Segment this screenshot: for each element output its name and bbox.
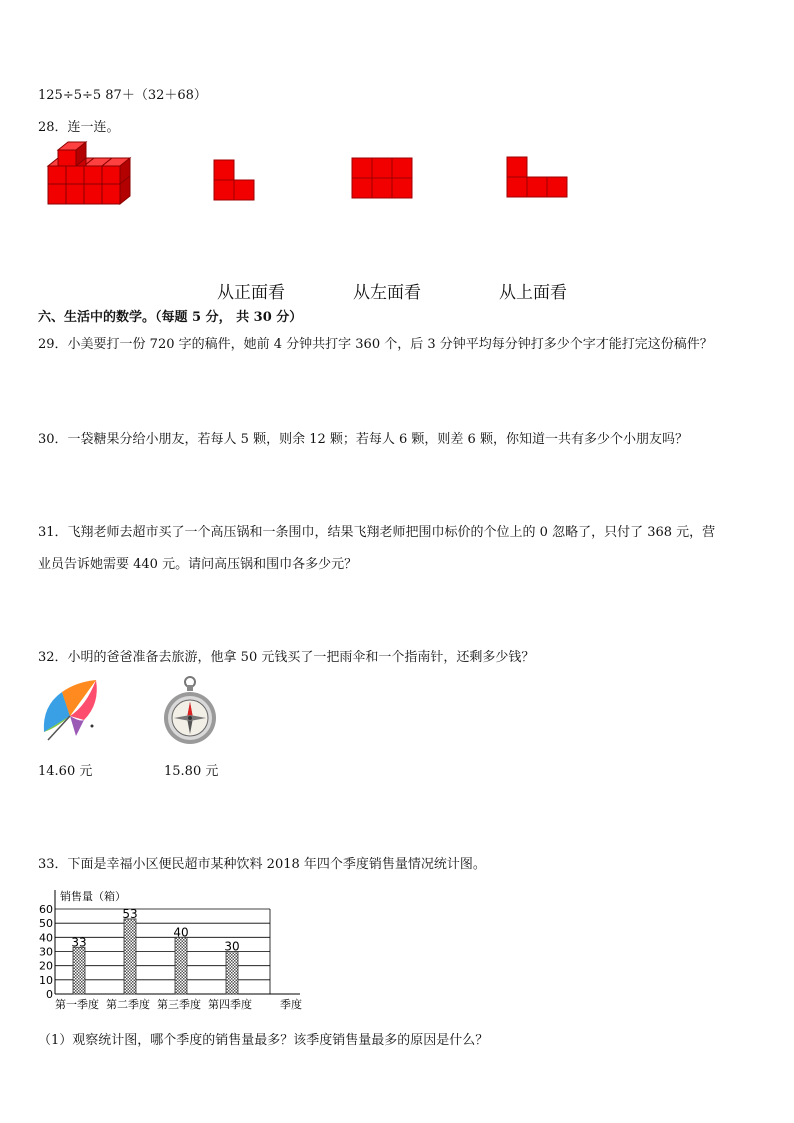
umbrella-price: 14.60 元 [38,764,93,779]
compass-icon [162,674,218,746]
q32-text: 32．小明的爸爸准备去旅游，他拿 50 元钱买了一把雨伞和一个指南针，还剩多少钱？ [38,650,535,665]
view-label-top: 从上面看 [499,283,567,303]
compass-price: 15.80 元 [164,764,219,779]
chart-ytick-label: 40 [39,931,53,945]
q30-text: 30．一袋糖果分给小朋友，若每人 5 颗，则余 12 颗；若每人 6 颗，则差 6 颗，你知道一共有多少个小朋友吗？ [38,432,688,447]
view-label-front: 从正面看 [217,283,285,303]
chart-ytick-label: 0 [46,988,53,1001]
chart-xlabel: 季度 [280,998,302,1011]
q33-text: 33．下面是幸福小区便民超市某种饮料 2018 年四个季度销售量情况统计图。 [38,857,486,872]
q28-shapes [40,140,600,212]
q33-sub1: （1）观察统计图，哪个季度的销售量最多？该季度销售量最多的原因是什么？ [38,1033,489,1048]
sales-bar-chart [30,882,320,1014]
view-shape-2 [352,158,412,198]
cube-stack [48,142,130,204]
chart-ytick-label: 20 [39,959,53,973]
chart-xtick-label: 第三季度 [157,998,201,1011]
view-shape-3 [507,157,567,197]
chart-xtick-label: 第一季度 [55,998,99,1011]
chart-data-label: 40 [173,925,189,940]
chart-ytick-label: 30 [39,945,53,959]
view-shape-1 [214,160,254,200]
q31-line1: 31．飞翔老师去超市买了一个高压锅和一条围巾，结果飞翔老师把围巾标价的个位上的 0 忽略了，只付了 368 元，营 [38,525,716,540]
q29-text: 29．小美要打一份 720 字的稿件，她前 4 分钟共打字 360 个，后 3 分钟平均每分钟打多少个字才能打完这份稿件？ [38,337,713,352]
chart-bar [73,947,85,994]
chart-bar [175,937,187,994]
top-expression: 125÷5÷5 87＋（32＋68） [38,88,207,103]
chart-bar [124,919,136,994]
umbrella-icon [40,676,104,744]
chart-ytick-label: 60 [39,903,53,916]
chart-ytick-label: 10 [39,973,53,987]
chart-data-label: 33 [71,935,87,950]
chart-ylabel: 销售量（箱） [60,890,126,903]
section-6-heading: 六、生活中的数学。（每题 5 分， 共 30 分） [38,310,303,325]
chart-data-label: 30 [224,939,240,954]
q31-line2: 业员告诉她需要 440 元。请问高压锅和围巾各多少元？ [38,557,358,572]
chart-xtick-label: 第二季度 [106,998,150,1011]
chart-xtick-label: 第四季度 [208,998,252,1011]
chart-data-label: 53 [122,906,138,921]
view-label-left: 从左面看 [353,283,421,303]
q28-title: 28．连一连。 [38,120,120,135]
chart-bar [226,952,238,995]
chart-ytick-label: 50 [39,917,53,931]
